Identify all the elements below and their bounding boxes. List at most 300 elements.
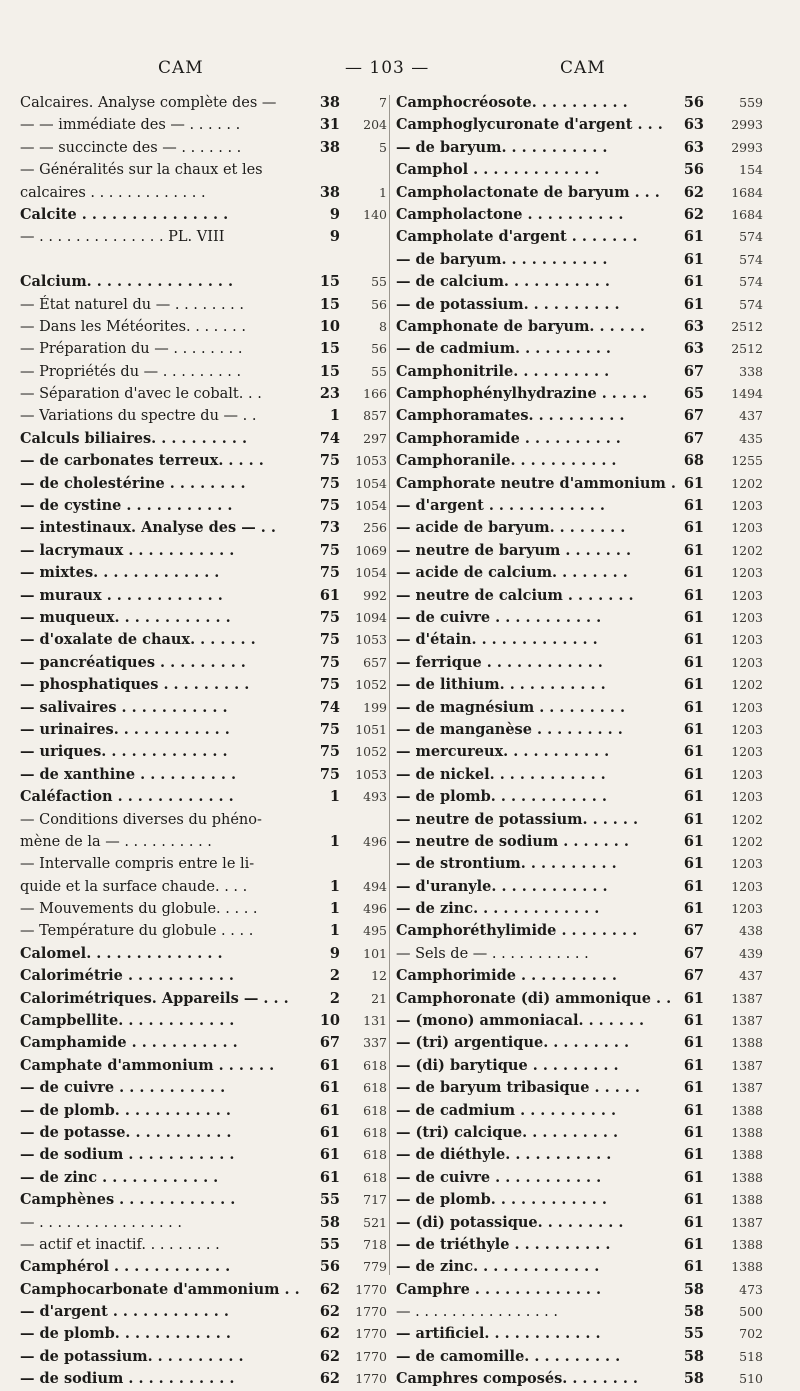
entry-term: — (di) barytique . . . . . . . . . [396, 1056, 619, 1074]
entry-volume: 63 [683, 317, 704, 335]
index-entry [396, 1279, 772, 1301]
entry-page: 1053 [355, 632, 387, 648]
entry-page: 438 [739, 923, 763, 939]
entry-volume: 58 [683, 1303, 704, 1321]
entry-term: — de zinc . . . . . . . . . . . . [20, 1168, 219, 1186]
entry-term: — Généralités sur la chaux et les [20, 162, 263, 179]
entry-page: 1770 [355, 1281, 387, 1297]
entry-term: Camphate d'ammonium . . . . . . [20, 1056, 275, 1074]
index-entry [20, 629, 387, 651]
index-entry [20, 361, 387, 383]
entry-term: — salivaires . . . . . . . . . . . [20, 698, 228, 716]
entry-term: — Propriétés du — . . . . . . . . . [20, 363, 242, 380]
entry-page: 574 [739, 274, 763, 290]
index-entry [396, 361, 772, 383]
index-entry [396, 517, 772, 539]
index-entry [396, 92, 772, 114]
index-entry [20, 1234, 387, 1256]
entry-page: 154 [739, 162, 763, 178]
index-entry [396, 294, 772, 316]
index-entry [396, 965, 772, 987]
index-entry [396, 1212, 772, 1234]
index-entry [396, 764, 772, 786]
entry-term: — . . . . . . . . . . . . . . . . [20, 1214, 182, 1231]
index-entry [20, 831, 387, 853]
entry-term: — de baryum. . . . . . . . . . . [396, 250, 608, 268]
entry-volume: 61 [319, 1101, 340, 1119]
entry-page: 55 [371, 274, 387, 290]
index-column-right [396, 92, 772, 1391]
entry-page: 1051 [355, 721, 387, 737]
entry-term: — artificiel. . . . . . . . . . . . [396, 1325, 601, 1343]
entry-volume: 56 [319, 1258, 340, 1276]
index-entry [20, 943, 387, 965]
entry-term: — de cystine . . . . . . . . . . . [20, 497, 233, 515]
entry-volume: 61 [319, 1123, 340, 1141]
entry-page: 337 [363, 1035, 387, 1051]
index-entry [20, 674, 387, 696]
entry-page: 857 [363, 408, 387, 424]
entry-volume: 61 [683, 228, 704, 246]
index-entry [396, 204, 772, 226]
index-entry [396, 1167, 772, 1189]
entry-volume: 58 [319, 1213, 340, 1231]
entry-page: 2512 [731, 341, 763, 357]
entry-volume: 67 [683, 362, 704, 380]
entry-volume: 61 [319, 1079, 340, 1097]
entry-term: Calculs biliaires. . . . . . . . . . [20, 429, 248, 447]
entry-page: 1202 [731, 677, 763, 693]
entry-page: 1069 [355, 542, 387, 558]
entry-page: 1203 [731, 721, 763, 737]
index-column-left [20, 92, 387, 1391]
entry-volume: 61 [683, 1191, 704, 1209]
index-entry [396, 853, 772, 875]
entry-volume: 23 [319, 385, 340, 403]
entry-term: Campholate d'argent . . . . . . . [396, 228, 638, 246]
index-entry [20, 540, 387, 562]
entry-page: 435 [739, 430, 763, 446]
entry-volume: 61 [683, 1101, 704, 1119]
entry-term: — neutre de calcium . . . . . . . [396, 586, 634, 604]
entry-page: 140 [363, 206, 387, 222]
entry-page: 1388 [731, 1192, 763, 1208]
entry-term: — de potassium. . . . . . . . . . [20, 1347, 244, 1365]
entry-volume: 63 [683, 340, 704, 358]
entry-volume: 61 [683, 1012, 704, 1030]
entry-volume: 61 [319, 586, 340, 604]
entry-page: 574 [739, 296, 763, 312]
entry-page: 1203 [731, 878, 763, 894]
index-entry [396, 495, 772, 517]
entry-volume: 75 [319, 676, 340, 694]
index-entry [396, 1323, 772, 1345]
entry-page: 521 [363, 1214, 387, 1230]
entry-volume: 55 [319, 1191, 340, 1209]
entry-volume: 2 [329, 967, 340, 985]
index-entry [20, 585, 387, 607]
entry-page: 21 [371, 990, 387, 1006]
entry-term: — de cadmium . . . . . . . . . . [396, 1101, 617, 1119]
entry-volume: 61 [683, 608, 704, 626]
entry-term: — de plomb. . . . . . . . . . . . [20, 1325, 231, 1343]
entry-term: Camphorate neutre d'ammonium . [396, 474, 676, 492]
entry-term: Camphocarbonate d'ammonium . . [20, 1280, 300, 1298]
entry-term: — intestinaux. Analyse des — . . [20, 519, 276, 537]
entry-page: 1770 [355, 1348, 387, 1364]
entry-page: 1770 [355, 1304, 387, 1320]
index-entry [20, 428, 387, 450]
entry-term: — de baryum. . . . . . . . . . . [396, 138, 608, 156]
index-entry [20, 1055, 387, 1077]
column-divider [389, 95, 390, 1275]
running-head-left: CAM [158, 58, 204, 78]
entry-page: 204 [363, 117, 387, 133]
entry-volume: 9 [329, 228, 340, 246]
index-entry [20, 920, 387, 942]
entry-page: 1202 [731, 833, 763, 849]
entry-term: — de sodium . . . . . . . . . . . [20, 1146, 235, 1164]
index-entry [20, 226, 382, 248]
entry-term: — État naturel du — . . . . . . . . [20, 296, 244, 313]
index-entry [396, 338, 772, 360]
entry-page: 1203 [731, 699, 763, 715]
entry-page: 1052 [355, 677, 387, 693]
index-entry [20, 517, 387, 539]
index-entry [20, 1279, 387, 1301]
index-entry [396, 226, 772, 248]
entry-page: 500 [739, 1304, 763, 1320]
entry-page: 55 [371, 363, 387, 379]
index-entry [20, 809, 382, 831]
index-entry [20, 786, 387, 808]
entry-volume: 10 [319, 317, 340, 335]
index-entry [396, 1122, 772, 1144]
entry-page: 131 [363, 1013, 387, 1029]
entry-term: — de potassium. . . . . . . . . . [396, 295, 620, 313]
entry-term: — d'uranyle. . . . . . . . . . . . [396, 877, 608, 895]
entry-volume: 75 [319, 452, 340, 470]
index-entry [396, 428, 772, 450]
entry-page: 618 [363, 1080, 387, 1096]
entry-page: 1388 [731, 1259, 763, 1275]
index-entry [396, 1055, 772, 1077]
entry-term: — neutre de potassium. . . . . . [396, 810, 639, 828]
entry-term: Campholactonate de baryum . . . [396, 183, 660, 201]
entry-page: 2993 [731, 117, 763, 133]
index-entry [396, 741, 772, 763]
index-entry [20, 1189, 387, 1211]
entry-volume: 1 [329, 922, 340, 940]
entry-volume: 1 [329, 877, 340, 895]
entry-volume: 67 [319, 1034, 340, 1052]
entry-page: 717 [363, 1192, 387, 1208]
entry-volume: 61 [683, 1079, 704, 1097]
entry-volume: 61 [683, 273, 704, 291]
entry-page: 1203 [731, 587, 763, 603]
index-entry [20, 1212, 387, 1234]
entry-page: 1203 [731, 520, 763, 536]
index-entry [20, 1077, 387, 1099]
entry-page: 1770 [355, 1371, 387, 1387]
entry-volume: 56 [683, 94, 704, 111]
index-entry [20, 495, 387, 517]
entry-page: 574 [739, 251, 763, 267]
index-entry [20, 562, 387, 584]
index-entry [396, 1346, 772, 1368]
entry-term: — de plomb. . . . . . . . . . . . [396, 1191, 607, 1209]
entry-page: 437 [739, 408, 763, 424]
entry-term: Calcite . . . . . . . . . . . . . . . [20, 205, 229, 223]
entry-volume: 67 [683, 944, 704, 962]
entry-term: — de cholestérine . . . . . . . . [20, 474, 246, 492]
entry-term: — Séparation d'avec le cobalt. . . [20, 386, 262, 403]
index-entry [396, 1256, 772, 1278]
index-entry [20, 1144, 387, 1166]
entry-term: — d'argent . . . . . . . . . . . . [20, 1303, 229, 1321]
index-entry [20, 652, 387, 674]
entry-volume: 61 [683, 631, 704, 649]
entry-page: 1388 [731, 1102, 763, 1118]
entry-page: 495 [363, 923, 387, 939]
entry-volume: 74 [319, 429, 340, 447]
entry-volume: 61 [683, 676, 704, 694]
entry-term: Caléfaction . . . . . . . . . . . . [20, 788, 234, 806]
entry-volume: 58 [683, 1280, 704, 1298]
entry-term: — de xanthine . . . . . . . . . . [20, 765, 237, 783]
entry-term: Campbellite. . . . . . . . . . . . [20, 1012, 235, 1030]
entry-volume: 61 [683, 877, 704, 895]
entry-term: — de cuivre . . . . . . . . . . . [20, 1079, 226, 1097]
entry-volume: 61 [683, 765, 704, 783]
entry-page: 1053 [355, 453, 387, 469]
entry-term: — muqueux. . . . . . . . . . . . [20, 608, 231, 626]
entry-page: 1203 [731, 632, 763, 648]
index-entry [20, 204, 387, 226]
index-entry [396, 943, 772, 965]
index-entry [20, 473, 387, 495]
entry-term: Camphonitrile. . . . . . . . . . [396, 362, 610, 380]
index-entry [396, 786, 772, 808]
index-entry [396, 316, 772, 338]
entry-volume: 62 [319, 1280, 340, 1298]
entry-page: 496 [363, 833, 387, 849]
entry-term: — de calcium. . . . . . . . . . . [396, 273, 610, 291]
entry-page: 1094 [355, 609, 387, 625]
entry-volume: 61 [683, 900, 704, 918]
index-entry [20, 1010, 387, 1032]
entry-page: 12 [371, 968, 387, 984]
entry-volume: 61 [683, 1168, 704, 1186]
entry-term: — de plomb. . . . . . . . . . . . [396, 788, 607, 806]
entry-term: — acide de baryum. . . . . . . . [396, 519, 626, 537]
entry-term: Camphophénylhydrazine . . . . . [396, 385, 648, 403]
entry-term: — Sels de — . . . . . . . . . . . [396, 945, 589, 962]
index-entry [20, 1368, 387, 1390]
entry-page: 618 [363, 1057, 387, 1073]
entry-term: quide et la surface chaude. . . . [20, 878, 248, 895]
entry-volume: 15 [319, 362, 340, 380]
index-entry [396, 1144, 772, 1166]
index-entry [20, 450, 387, 472]
entry-volume: 67 [683, 429, 704, 447]
index-entry [396, 831, 772, 853]
index-entry [20, 114, 387, 136]
index-entry [20, 294, 387, 316]
entry-term: — . . . . . . . . . . . . . . PL. VIII [20, 229, 225, 246]
entry-volume: 61 [683, 1034, 704, 1052]
entry-volume: 63 [683, 116, 704, 134]
entry-page: 1388 [731, 1147, 763, 1163]
entry-term: — de triéthyle . . . . . . . . . . [396, 1235, 611, 1253]
entry-volume: 75 [319, 497, 340, 515]
entry-volume: 61 [683, 1146, 704, 1164]
entry-page: 338 [739, 363, 763, 379]
entry-volume: 61 [683, 1123, 704, 1141]
entry-term: Camphonate de baryum. . . . . . [396, 317, 645, 335]
entry-term: — urinaires. . . . . . . . . . . . [20, 720, 230, 738]
entry-volume: 61 [683, 1235, 704, 1253]
entry-page: 437 [739, 968, 763, 984]
entry-volume: 61 [683, 989, 704, 1007]
index-entry [396, 652, 772, 674]
index-entry [20, 316, 387, 338]
entry-page: 1202 [731, 475, 763, 491]
index-entry [20, 876, 387, 898]
entry-volume: 61 [683, 855, 704, 873]
index-entry [20, 1100, 387, 1122]
entry-volume: 62 [683, 183, 704, 201]
index-entry [396, 898, 772, 920]
index-entry [396, 159, 772, 181]
entry-term: Camphoramide . . . . . . . . . . [396, 429, 621, 447]
entry-term: Camphoramates. . . . . . . . . . [396, 407, 625, 425]
entry-page: 493 [363, 789, 387, 805]
entry-volume: 75 [319, 608, 340, 626]
index-entry [20, 764, 387, 786]
index-entry [20, 1301, 387, 1323]
entry-page: 518 [739, 1348, 763, 1364]
entry-volume: 67 [683, 922, 704, 940]
entry-term: Camphoronate (di) ammonique . . [396, 989, 672, 1007]
page-header [0, 58, 800, 88]
entry-page: 1388 [731, 1035, 763, 1051]
entry-volume: 38 [319, 94, 340, 111]
entry-page: 1202 [731, 542, 763, 558]
entry-page: 1203 [731, 565, 763, 581]
entry-page: 1388 [731, 1236, 763, 1252]
entry-volume: 68 [683, 452, 704, 470]
index-entry [396, 1010, 772, 1032]
entry-page: 779 [363, 1259, 387, 1275]
entry-term: Camphol . . . . . . . . . . . . . [396, 161, 600, 179]
entry-term: — lacrymaux . . . . . . . . . . . [20, 541, 235, 559]
entry-page: 56 [371, 341, 387, 357]
entry-term: — mixtes. . . . . . . . . . . . . [20, 564, 220, 582]
index-entry [20, 137, 387, 159]
entry-volume: 75 [319, 631, 340, 649]
entry-page: 1054 [355, 475, 387, 491]
index-entry [396, 1368, 772, 1390]
entry-volume: 61 [683, 788, 704, 806]
entry-page: 1054 [355, 498, 387, 514]
entry-volume: 58 [683, 1370, 704, 1388]
entry-volume: 67 [683, 967, 704, 985]
entry-volume: 61 [683, 1056, 704, 1074]
entry-term: Camphoglycuronate d'argent . . . [396, 116, 663, 134]
entry-term: — actif et inactif. . . . . . . . . [20, 1236, 220, 1253]
entry-volume: 61 [683, 743, 704, 761]
entry-term: Calomel. . . . . . . . . . . . . . [20, 944, 223, 962]
entry-term: — de nickel. . . . . . . . . . . . [396, 765, 606, 783]
index-entry [20, 741, 387, 763]
entry-page: 5 [379, 139, 387, 155]
entry-term: Camphres composés. . . . . . . . [396, 1370, 638, 1388]
entry-volume: 62 [319, 1303, 340, 1321]
index-entry [20, 1167, 387, 1189]
index-entry [20, 405, 387, 427]
entry-page: 657 [363, 654, 387, 670]
entry-page: 1387 [731, 1013, 763, 1029]
entry-page: 1684 [731, 184, 763, 200]
entry-volume: 61 [683, 519, 704, 537]
index-entry [396, 562, 772, 584]
index-entry [20, 697, 387, 719]
entry-term: — de cadmium. . . . . . . . . . [396, 340, 611, 358]
entry-volume: 62 [319, 1370, 340, 1388]
entry-page: 7 [379, 95, 387, 110]
entry-term: Camphérol . . . . . . . . . . . . [20, 1258, 231, 1276]
entry-page: 2512 [731, 318, 763, 334]
entry-volume: 2 [329, 989, 340, 1007]
entry-page: 618 [363, 1147, 387, 1163]
entry-term: — (di) potassique. . . . . . . . . [396, 1213, 624, 1231]
entry-term: — pancréatiques . . . . . . . . . [20, 653, 246, 671]
entry-term: — Mouvements du globule. . . . . [20, 901, 258, 918]
entry-term: — d'argent . . . . . . . . . . . . [396, 497, 605, 515]
entry-volume: 9 [329, 944, 340, 962]
entry-page: 702 [739, 1326, 763, 1342]
entry-term: — de baryum tribasique . . . . . [396, 1079, 640, 1097]
index-entry [396, 137, 772, 159]
index-entry [396, 383, 772, 405]
entry-volume: 56 [683, 161, 704, 179]
entry-term: — — immédiate des — . . . . . . [20, 117, 241, 134]
index-entry [396, 674, 772, 696]
entry-term: — Température du globule . . . . [20, 923, 254, 940]
entry-term: — de plomb. . . . . . . . . . . . [20, 1101, 231, 1119]
entry-volume: 61 [319, 1168, 340, 1186]
entry-term: Camphre . . . . . . . . . . . . . [396, 1280, 602, 1298]
entry-volume: 65 [683, 385, 704, 403]
entry-volume: 62 [683, 205, 704, 223]
entry-volume: 73 [319, 519, 340, 537]
entry-term: — de strontium. . . . . . . . . . [396, 855, 617, 873]
entry-term: — (mono) ammoniacal. . . . . . . [396, 1012, 645, 1030]
entry-term: — de potasse. . . . . . . . . . . [20, 1123, 232, 1141]
entry-page: 618 [363, 1169, 387, 1185]
entry-term: Calcium. . . . . . . . . . . . . . . [20, 273, 234, 291]
entry-term: Camphamide . . . . . . . . . . . [20, 1034, 238, 1052]
entry-page: 1770 [355, 1326, 387, 1342]
index-entry [396, 1234, 772, 1256]
entry-volume: 61 [683, 497, 704, 515]
entry-volume: 31 [319, 116, 340, 134]
index-entry [20, 383, 387, 405]
entry-term: Calorimétriques. Appareils — . . . [20, 989, 289, 1007]
entry-volume: 75 [319, 653, 340, 671]
index-entry [396, 249, 772, 271]
